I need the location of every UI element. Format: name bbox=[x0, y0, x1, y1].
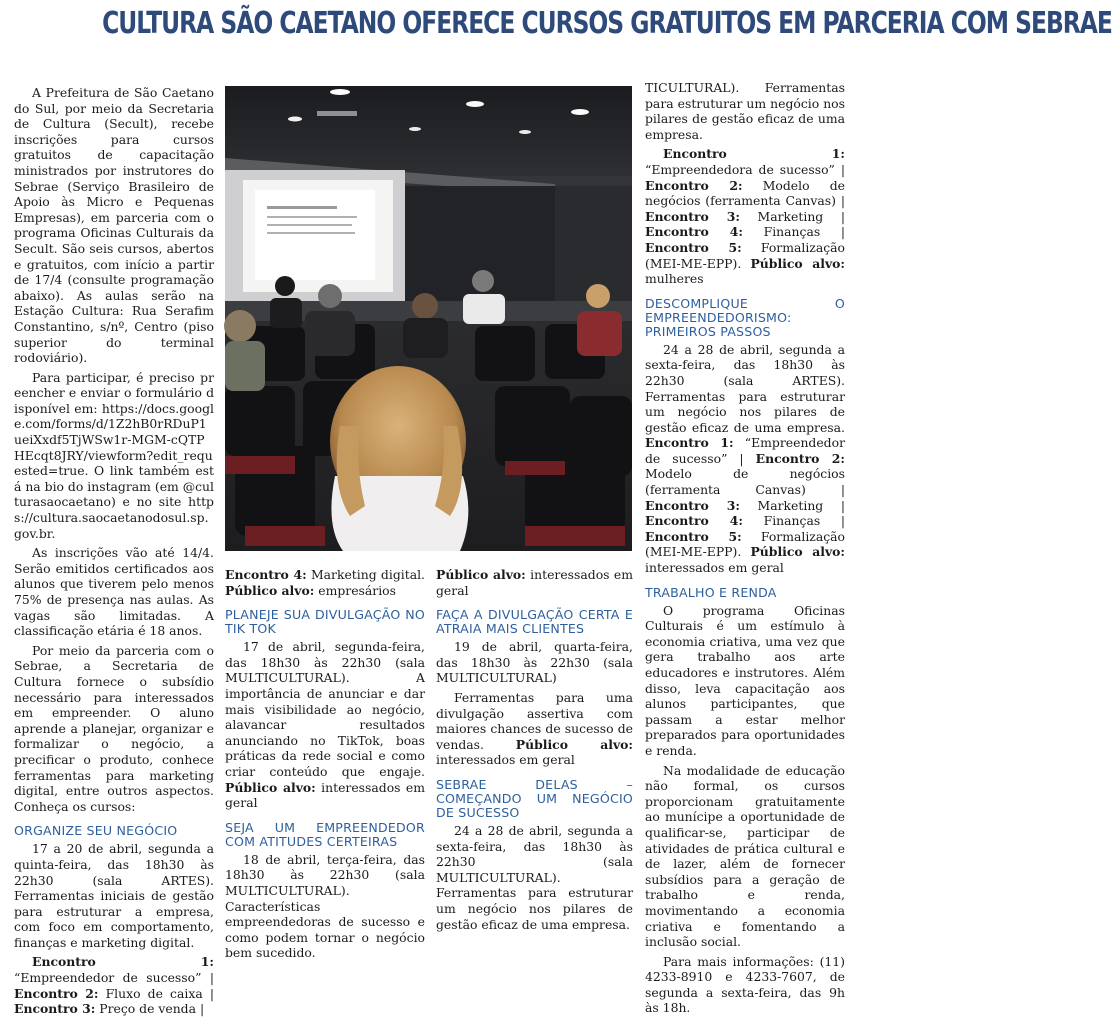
meeting-label: Encontro 2: bbox=[755, 450, 845, 466]
meeting-text: “Empreendedora de sucesso” | bbox=[645, 161, 845, 177]
meeting-label: Encontro 3: bbox=[14, 1001, 96, 1017]
course-text: 18 de abril, terça-feira, das 18h30 às 22h30 (sala MULTICULTURAL). Características empreendedoras de sucesso e como podem tornar o negócio bem sucedido. bbox=[225, 851, 425, 961]
course-text: 24 a 28 de abril, segunda a sexta-feira, das 18h30 às 22h30 (sala MULTICULTURAL). Ferramentas para estruturar um negócio nos pilares de gestão eficaz de uma empresa. bbox=[436, 822, 633, 932]
target-text: interessados em geral bbox=[645, 560, 784, 576]
intro-paragraph-4: Por meio da parceria com o Sebrae, a Secretaria de Cultura fornece o subsídio necessário para interessados em empreender. O aluno aprende a planejar, organizar e formalizar o negócio, a precificar o produto, conhece ferramentas para marketing digital, entre outros aspectos. Conheça os cursos: bbox=[14, 642, 214, 814]
course-text: Ferramentas para uma divulgação assertiva com maiores chances de sucesso de vendas. bbox=[436, 689, 633, 752]
classroom-photo bbox=[225, 86, 632, 551]
trabalho-paragraph-1: O programa Oficinas Culturais é um estímulo à economia criativa, uma vez que gera trabalho aos arte educadores e instrutores. Além disso, leva capacitação aos alunos participantes, que passam a estar melhor preparados para oportunidades e renda. bbox=[645, 602, 845, 758]
meeting-label: Encontro 2: bbox=[14, 985, 99, 1001]
course-1-title: ORGANIZE SEU NEGÓCIO bbox=[14, 823, 178, 839]
course-4-title: FAÇA A DIVULGAÇÃO CERTA E ATRAIA MAIS CLIENTES bbox=[436, 607, 633, 637]
meeting-label: Encontro 5: bbox=[645, 239, 742, 255]
meeting-label: Encontro 3: bbox=[645, 497, 740, 513]
target-label: Público alvo: bbox=[750, 544, 845, 560]
headline: CULTURA SÃO CAETANO OFERECE CURSOS GRATUITOS EM PARCERIA COM SEBRAE bbox=[102, 6, 1112, 41]
course-6-text bbox=[645, 342, 845, 576]
course-4-text bbox=[436, 690, 633, 768]
meeting-text: Marketing | bbox=[739, 497, 845, 513]
meeting-label: Encontro 1: bbox=[645, 435, 734, 451]
intro-paragraph-2: Para participar, é preciso preencher e enviar o formulário disponível em: https://docs.google.com/forms/d/1Z2hB0rRDuP1ueiXxdf5TjWSw1r-MGM-cQTPHEcqt8JRY/viewform?edit_requested=true. O link também está na bio do instagram (em @culturasaocaetano) e no site https://cultura.saocaetanodosul.sp.gov.br. bbox=[14, 369, 214, 541]
meeting-text: Preço de venda | bbox=[95, 1001, 205, 1017]
target-label: Público alvo: bbox=[750, 255, 845, 271]
column-4 bbox=[645, 80, 845, 1020]
target-label: Público alvo: bbox=[225, 582, 315, 598]
trabalho-paragraph-2: Na modalidade de educação não formal, os cursos proporcionam gratuitamente ao munícipe a oportunidade de qualificar-se, participar de atividades de prática cultural e de lazer, além de fornecer subsídios para a geração de trabalho e renda, movimentando a economia criativa e fomentando a inclusão social. bbox=[645, 762, 845, 950]
course-5-meetings bbox=[645, 146, 845, 286]
column-3 bbox=[436, 567, 633, 932]
meeting-text: “Empreendedor de sucesso” | bbox=[14, 970, 214, 986]
course-5-title: SEBRAE DELAS – COMEÇANDO UM NEGÓCIO DE SUCESSO bbox=[436, 776, 633, 820]
meeting-text: “Empreendedor de sucesso” | bbox=[645, 435, 845, 466]
target-text: mulheres bbox=[645, 271, 704, 287]
section-title-trabalho: TRABALHO E RENDA bbox=[645, 584, 777, 600]
course-4-schedule: 19 de abril, quarta-feira, das 18h30 às 22h30 (sala MULTICULTURAL) bbox=[436, 639, 633, 686]
target-text: interessados em geral bbox=[436, 567, 633, 598]
course-5-text-cont: TICULTURAL). Ferramentas para estruturar um negócio nos pilares de gestão eficaz de uma empresa. bbox=[645, 80, 845, 142]
target-label: Público alvo: bbox=[515, 736, 633, 752]
course-1-meetings bbox=[14, 954, 214, 1016]
meeting-label: Encontro 2: bbox=[645, 177, 743, 193]
meeting-label: Encontro 1: bbox=[663, 146, 845, 162]
meeting-text: Modelo de negócios (ferramenta Canvas) | bbox=[645, 177, 846, 209]
course-3-text bbox=[225, 852, 425, 961]
meeting-label: Encontro 4: bbox=[225, 567, 307, 582]
course-1-schedule: 17 a 20 de abril, segunda a quinta-feira, das 18h30 às 22h30 (sala ARTES). Ferramentas iniciais de gestão para estruturar a empresa, com foco em comportamento, finanças e marketing digital. bbox=[14, 841, 214, 950]
column-2 bbox=[225, 567, 425, 965]
course-3-target bbox=[436, 567, 633, 598]
event-photo bbox=[225, 86, 632, 551]
target-text: interessados em geral bbox=[225, 779, 425, 811]
intro-paragraph-1: A Prefeitura de São Caetano do Sul, por meio da Secretaria de Cultura (Secult), recebe inscrições para cursos gratuitos de capacitação ministrados por instrutores do Sebrae (Serviço Brasileiro de Apoio às Micro e Pequenas Empresas), em parceria com o programa Oficinas Culturais da Secult. São seis cursos, abertos e gratuitos, com início a partir de 17/4 (consulte programação abaixo). As aulas serão na Estação Cultura: Rua Serafim Constantino, s/nº, Centro (piso superior do terminal rodoviário). bbox=[14, 85, 214, 366]
meeting-label: Encontro 5: bbox=[645, 528, 742, 544]
meeting-label: Encontro 1: bbox=[32, 954, 214, 970]
meeting-text: Modelo de negócios (ferramenta Canvas) | bbox=[645, 466, 845, 498]
course-3-title: SEJA UM EMPREENDEDOR COM ATITUDES CERTEIRAS bbox=[225, 819, 425, 849]
meeting-text: Marketing | bbox=[739, 208, 845, 224]
course-2-title: PLANEJE SUA DIVULGAÇÃO NO TIK TOK bbox=[225, 607, 425, 637]
meeting-text: Fluxo de caixa | bbox=[98, 985, 214, 1001]
column-1 bbox=[14, 85, 214, 1021]
meeting-label: Encontro 3: bbox=[645, 208, 740, 224]
meeting-text: Formalização (MEI-ME-EPP). bbox=[645, 528, 845, 560]
target-label: Público alvo: bbox=[436, 567, 526, 582]
meeting-text: Marketing digital. bbox=[306, 567, 425, 582]
target-text: empresários bbox=[314, 582, 396, 598]
course-2-text bbox=[225, 639, 425, 811]
target-label: Público alvo: bbox=[225, 779, 316, 795]
meeting-text: Formalização (MEI-ME-EPP). bbox=[645, 239, 845, 271]
meeting-text: Finanças | bbox=[742, 513, 845, 529]
course-1-meetings-cont bbox=[225, 567, 425, 598]
trabalho-paragraph-3: Para mais informações: (11) 4233-8910 e 4233-7607, de segunda a sexta-feira, das 9h às 18h. bbox=[645, 953, 845, 1016]
meeting-label: Encontro 4: bbox=[645, 513, 743, 529]
meeting-label: Encontro 4: bbox=[645, 224, 743, 240]
course-text: 24 a 28 de abril, segunda a sexta-feira, das 18h30 às 22h30 (sala ARTES). Ferramentas para estruturar um negócio nos pilares de gestão eficaz de uma empresa. bbox=[645, 341, 845, 435]
intro-paragraph-3: As inscrições vão até 14/4. Serão emitidos certificados aos alunos que tiverem pelo menos 75% de presença nas aulas. As vagas são limitadas. A classificação etária é 18 anos. bbox=[14, 545, 214, 639]
target-text: interessados em geral bbox=[436, 752, 575, 768]
course-5-text-start bbox=[436, 822, 633, 932]
meeting-text: Finanças | bbox=[742, 224, 845, 240]
course-6-title: DESCOMPLIQUE O EMPREENDEDORISMO: PRIMEIROS PASSOS bbox=[645, 295, 845, 339]
course-text: 17 de abril, segunda-feira, das 18h30 às 22h30 (sala MULTICULTURAL). A importância de anunciar e dar mais visibilidade ao negócio, alavancar resultados anunciando no TikTok, boas práticas da rede social e como criar conteúdo que engaje. bbox=[225, 639, 425, 779]
